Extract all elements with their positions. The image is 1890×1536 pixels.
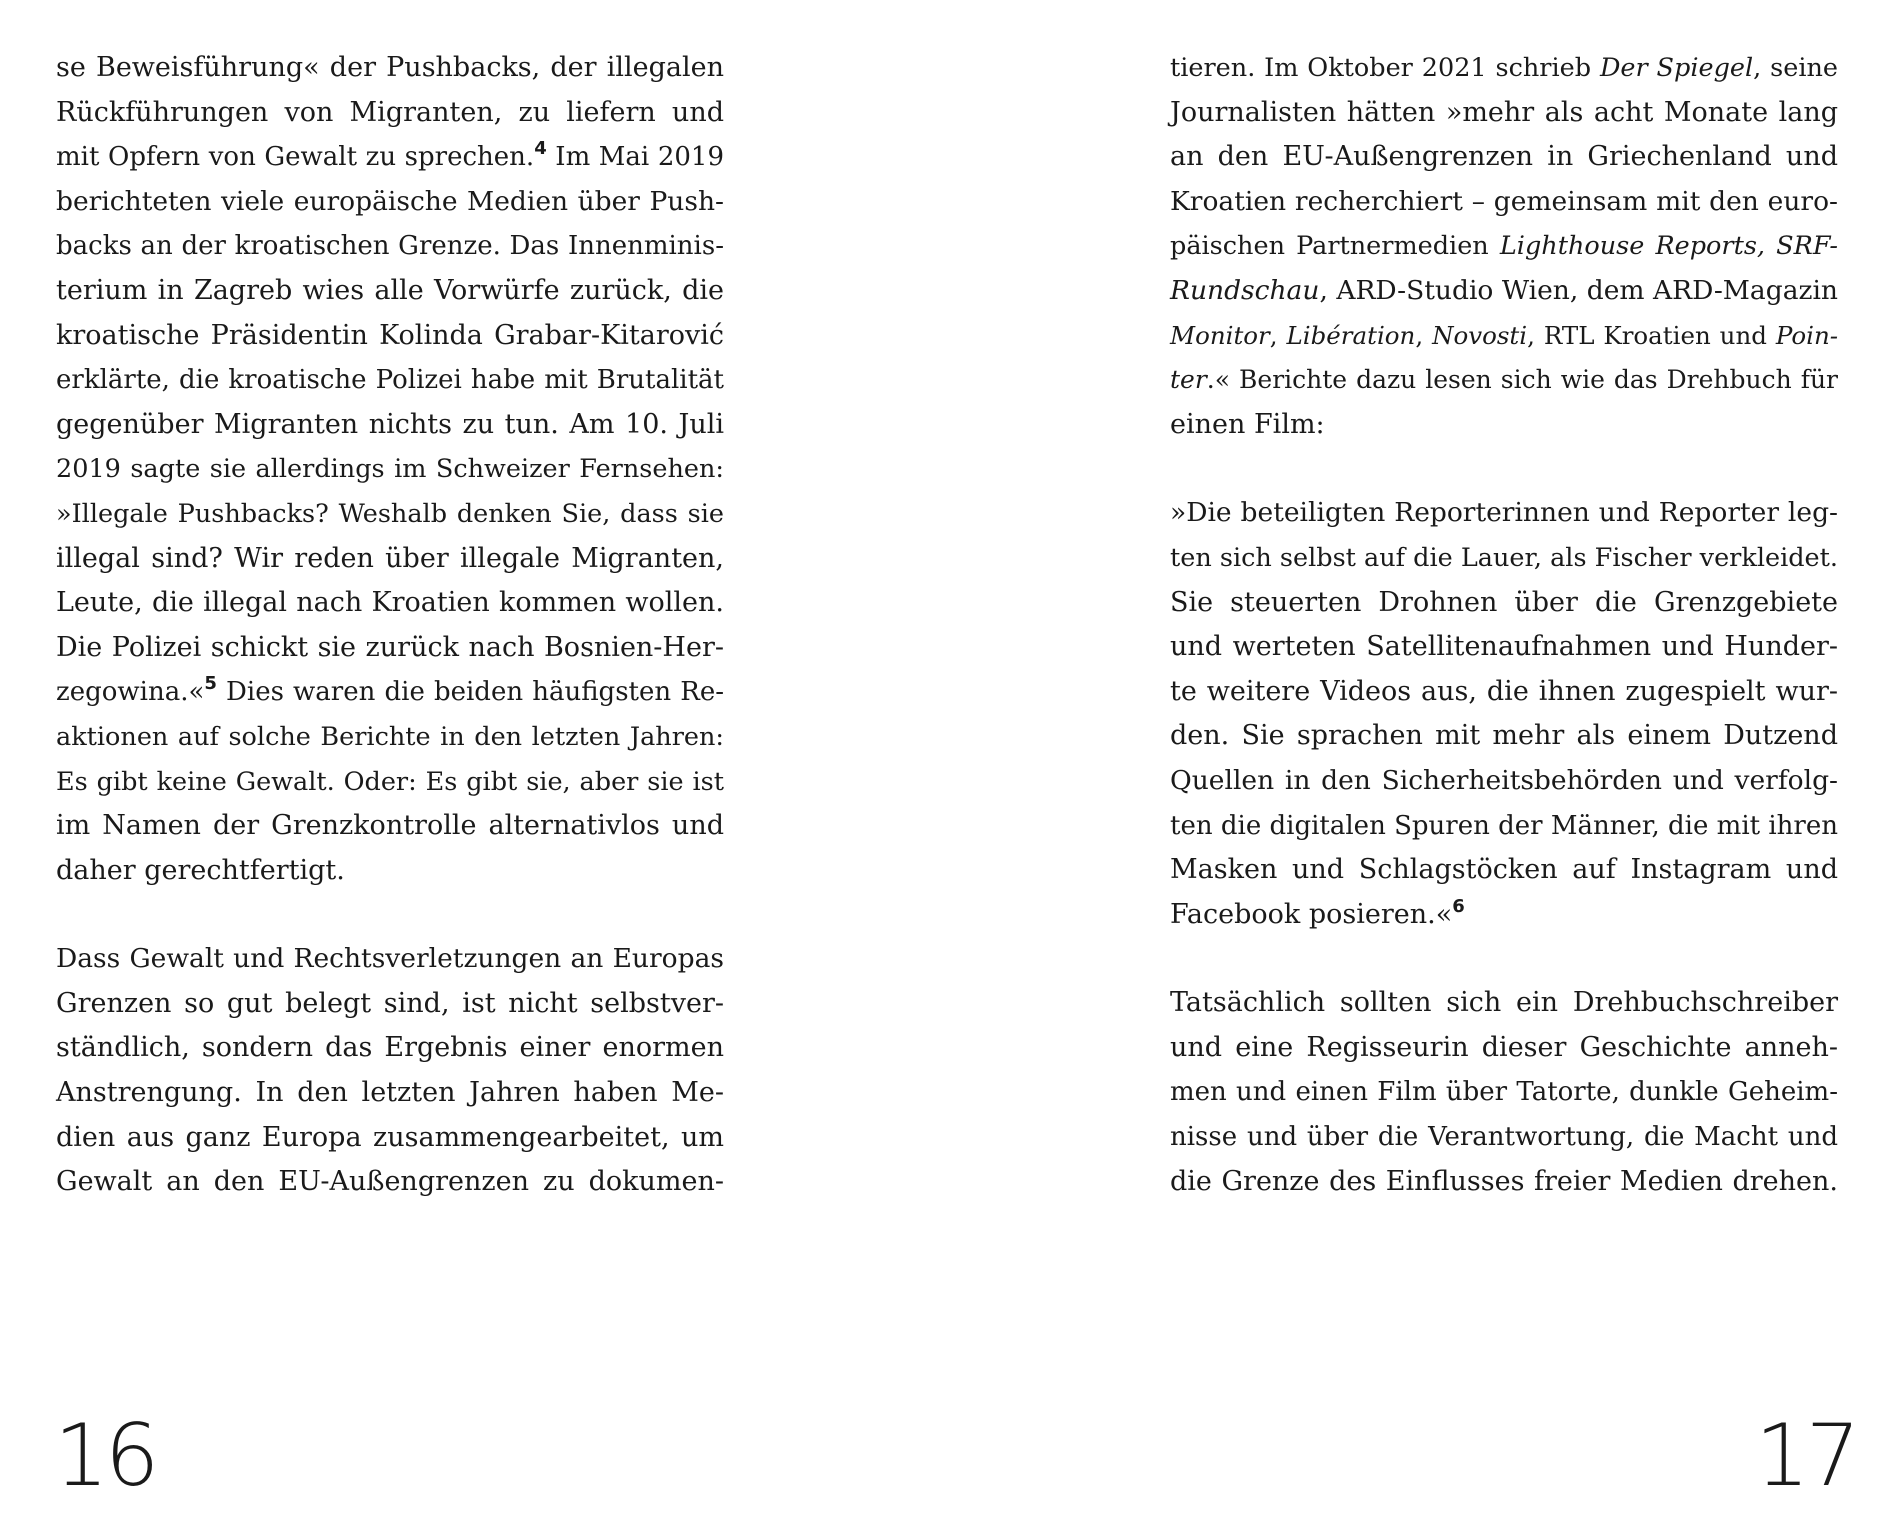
text-line bbox=[56, 135, 724, 180]
text-line: se Beweisführung« der Pushbacks, der illegalen bbox=[56, 52, 724, 83]
text-line: 2019 sagte sie allerdings im Schweizer Fernsehen: bbox=[56, 454, 724, 485]
text-line bbox=[1170, 358, 1838, 403]
text-line: daher gerechtfertigt. bbox=[56, 854, 345, 886]
text-line: men und einen Film über Tatorte, dunkle Geheim- bbox=[1170, 1077, 1838, 1108]
text-line: einen Film: bbox=[1170, 408, 1325, 440]
text-line: die Grenze des Einflusses freier Medien drehen. bbox=[1170, 1165, 1838, 1197]
left-text-column bbox=[56, 46, 724, 1249]
text-line: und eine Regisseurin dieser Geschichte anneh- bbox=[1170, 1031, 1838, 1063]
text-line bbox=[1170, 46, 1838, 91]
text-segment: , RTL Kroatien und bbox=[1527, 320, 1776, 350]
publication-title: Libération bbox=[1286, 320, 1416, 350]
text-segment: , seine bbox=[1753, 53, 1838, 83]
text-line: te weitere Videos aus, die ihnen zugespielt wur- bbox=[1170, 675, 1838, 707]
text-line: Rückführungen von Migranten, zu liefern und bbox=[56, 96, 724, 128]
text-segment: päischen Partnermedien bbox=[1170, 231, 1500, 262]
paragraph bbox=[1170, 46, 1838, 447]
text-line bbox=[1170, 893, 1838, 938]
text-line: terium in Zagreb wies alle Vorwürfe zurück, die bbox=[56, 274, 724, 306]
text-line: illegal sind? Wir reden über illegale Migranten, bbox=[56, 542, 724, 574]
text-line: Journalisten hätten »mehr als acht Monate lang bbox=[1170, 96, 1838, 128]
text-line: ständlich, sondern das Ergebnis einer enormen bbox=[56, 1032, 724, 1064]
publication-title: Lighthouse Reports, SRF- bbox=[1499, 231, 1838, 262]
text-line: erklärte, die kroatische Polizei habe mit Brutalität bbox=[56, 365, 724, 396]
block-quote bbox=[1170, 491, 1838, 937]
text-segment: Facebook posieren.« bbox=[1170, 898, 1453, 930]
text-segment: , ARD-Studio Wien, dem ARD-Magazin bbox=[1319, 274, 1838, 306]
text-segment: zegowina.« bbox=[56, 677, 205, 708]
page-number: 17 bbox=[1755, 1406, 1857, 1506]
paragraph bbox=[1170, 981, 1838, 1204]
right-text-column bbox=[1170, 46, 1838, 1248]
text-line: Sie steuerten Drohnen über die Grenzgebiete bbox=[1170, 586, 1838, 618]
text-line: dien aus ganz Europa zusammengearbeitet, um bbox=[56, 1121, 724, 1153]
footnote-marker: 6 bbox=[1452, 895, 1465, 917]
text-line: gegenüber Migranten nichts zu tun. Am 10. Juli bbox=[56, 408, 724, 440]
text-line: »Die beteiligten Reporterinnen und Reporter leg- bbox=[1170, 497, 1838, 529]
publication-title: Poin- bbox=[1775, 320, 1839, 350]
text-line: ten sich selbst auf die Lauer, als Fischer verkleidet. bbox=[1170, 542, 1838, 573]
text-line: an den EU-Außengrenzen in Griechenland und bbox=[1170, 141, 1838, 173]
text-line: Gewalt an den EU-Außengrenzen zu dokumen- bbox=[56, 1166, 724, 1198]
text-line: im Namen der Grenzkontrolle alternativlos und bbox=[56, 810, 724, 842]
publication-title: Rundschau bbox=[1170, 274, 1320, 306]
text-line: Es gibt keine Gewalt. Oder: Es gibt sie, aber sie ist bbox=[56, 766, 724, 797]
text-line: und werteten Satellitenaufnahmen und Hunder- bbox=[1170, 631, 1838, 663]
paragraph bbox=[56, 46, 724, 893]
text-line bbox=[56, 670, 724, 715]
publication-title: Der Spiegel bbox=[1599, 53, 1754, 83]
text-segment: Im Mai 2019 bbox=[546, 142, 724, 173]
right-page bbox=[945, 0, 1890, 1536]
text-line: Die Polizei schickt sie zurück nach Bosnien-Her- bbox=[56, 631, 724, 663]
footnote-marker: 5 bbox=[204, 673, 217, 695]
paragraph bbox=[56, 937, 724, 1205]
text-line: Kroatien recherchiert – gemeinsam mit den euro- bbox=[1170, 185, 1838, 217]
text-line: Quellen in den Sicherheitsbehörden und verfolg- bbox=[1170, 764, 1838, 796]
text-segment: , bbox=[1415, 320, 1433, 350]
text-line: kroatische Präsidentin Kolinda Grabar-Kitarović bbox=[56, 319, 724, 351]
publication-title: ter bbox=[1170, 365, 1207, 395]
text-line: Grenzen so gut belegt sind, ist nicht selbstver- bbox=[56, 987, 724, 1019]
text-line bbox=[1170, 224, 1838, 269]
text-segment: tieren. Im Oktober 2021 schrieb bbox=[1170, 53, 1600, 83]
text-line: berichteten viele europäische Medien über Push- bbox=[56, 185, 724, 217]
text-segment: Dies waren die beiden häufigsten Re- bbox=[216, 677, 724, 708]
publication-title: Monitor bbox=[1170, 320, 1270, 350]
text-line bbox=[1170, 269, 1838, 314]
text-line: nisse und über die Verantwortung, die Macht und bbox=[1170, 1122, 1838, 1153]
text-segment: , bbox=[1269, 320, 1287, 350]
publication-title: Novosti bbox=[1432, 320, 1528, 350]
text-line: backs an der kroatischen Grenze. Das Innenminis- bbox=[56, 231, 724, 262]
text-line: »Illegale Pushbacks? Weshalb denken Sie, dass sie bbox=[56, 498, 724, 529]
text-line bbox=[1170, 314, 1838, 359]
text-line: Masken und Schlagstöcken auf Instagram und bbox=[1170, 854, 1838, 886]
text-segment: .« Berichte dazu lesen sich wie das Drehbuch für bbox=[1206, 365, 1838, 395]
text-line: Tatsächlich sollten sich ein Drehbuchschreiber bbox=[1170, 987, 1838, 1019]
text-line: aktionen auf solche Berichte in den letzten Jahren: bbox=[56, 721, 724, 752]
page-number: 16 bbox=[54, 1406, 156, 1506]
text-line: den. Sie sprachen mit mehr als einem Dutzend bbox=[1170, 720, 1838, 752]
text-line: Anstrengung. In den letzten Jahren haben Me- bbox=[56, 1077, 724, 1109]
footnote-marker: 4 bbox=[534, 138, 547, 160]
text-line: Dass Gewalt und Rechtsverletzungen an Europas bbox=[56, 943, 724, 975]
text-line: ten die digitalen Spuren der Männer, die mit ihren bbox=[1170, 810, 1838, 841]
text-line: Leute, die illegal nach Kroatien kommen wollen. bbox=[56, 587, 724, 619]
text-segment: mit Opfern von Gewalt zu sprechen. bbox=[56, 142, 535, 173]
